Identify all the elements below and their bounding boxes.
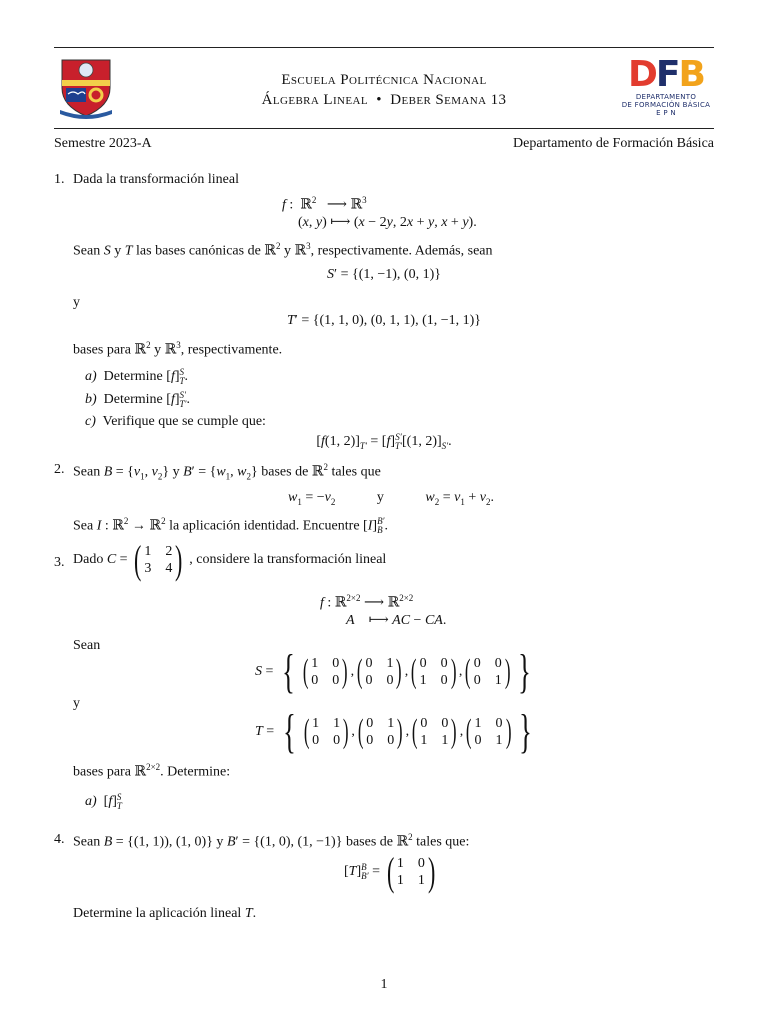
problem-1-number: 1. [54,172,65,187]
p1-item-a-label: a) [85,369,97,385]
p2-intro-end2: tales que [331,464,381,480]
p3-item-a-label: a) [85,794,97,810]
p1-verify-eq: [f(1, $2)]_{T'} = [f]$ S′ T′ [(1, $2)]_{S'}$. [316,432,452,452]
p1-tprime: T′ = {(1, 1, 0), (0, 1, 1), (1, −1, 1)} [286,313,482,328]
bullet: • [376,92,382,108]
p3-map-line2: A ⟼ AC − CA. [346,613,447,628]
problem-2-intro: Sean $B = \{v_1$, $v_2$} y $B' = \{w_1$, $w_2$} bases de ℝ$^2$ tales que [73,462,381,482]
p2-equations: $w_1 = -v_2$ y $w_2 = v_1 + v_2$. [288,490,494,507]
dfb-logo: DFB DEPARTAMENTO DE FORMACIÓN BÁSICA E P N [621,54,711,117]
p3-bases: bases para ℝ$^{2\times 2}$. Determine: [73,762,231,780]
p3-bases-end: . Determine: [160,764,231,780]
top-rule [54,47,714,48]
dfb-logo-line1: DEPARTAMENTO [635,93,697,101]
problem-3-intro: Dado C = ( 1 2 3 4 ) , considere la transformación lineal [73,537,387,582]
department: Departamento de Formación Básica [513,136,714,151]
p4-intro-end: bases de [345,834,393,850]
p2-line3-text: la aplicación identidad. Encuentre [169,518,360,534]
p1-item-c [85,414,266,430]
p4-matrix-eq: [ T ] B B′ = ( 1 0 1 1 ) [344,849,436,894]
p3-map-line1: f : ℝ$^{2\times 2}$ ⟶ ℝ$^{2\times 2}$ [320,593,414,611]
p3-sean: Sean [73,638,101,653]
p3-basis-t: T = { ( 1 1 0 0 ) , ( 0 1 0 0 ) , ( 0 0 1 1 ) , ( 1 0 0 1 ) } [255,705,532,758]
p1-sprime: S′ = {(1, −1), (0, 1)} [327,267,441,282]
p1-bases-text-end: , respectivamente. [180,342,283,358]
problem-3-number: 3. [54,555,65,570]
p2-line3: Sea I : ℝ$^2$ → ℝ$^2$ la aplicación identidad. Encuentre [I] B′ B . [73,516,389,536]
p1-item-b-text: Determine [103,392,163,408]
matrix-c: ( 1 2 3 4 ) [134,537,183,582]
p1-map-line2: (x, y) ⟼ (x − 2y, 2x + y, x + y). [298,215,477,230]
p1-item-c-text: Verifique que se cumple que: [102,414,266,429]
p1-item-b: b) Determine [f] S′ T′ . [85,390,190,409]
p3-item-a: a) [f] S T [85,792,122,811]
dfb-logo-line3: E P N [656,109,676,117]
semester: Semestre 2023-A [54,136,152,151]
p1-item-a: a) Determine [f] S T . [85,367,189,386]
p4-final-text: Determine la aplicación lineal [73,906,242,921]
course-title: Álgebra Lineal [261,92,368,108]
p1-sentence2-end: , respectivamente. Además, sean [310,243,493,259]
p3-intro-end: , considere la transformación lineal [189,552,387,568]
p3-basis-s: S = { ( 1 0 0 0 ) , ( 0 1 0 0 ) , ( 0 0 1 0 ) , ( 0 0 0 1 ) } [255,645,531,698]
p1-map-line1: f : ℝ$^2$ ⟶ ℝ$^3$ [282,195,367,213]
dfb-logo-line2: DE FORMACIÓN BÁSICA [621,101,711,109]
p4-final: Determine la aplicación lineal T. [73,906,257,921]
p2-y: y [376,490,384,505]
problem-2-number: 2. [54,462,65,477]
p3-y: y [73,696,80,711]
p1-item-b-label: b) [85,392,97,408]
header-rule [54,128,714,129]
p3-dado: Dado [73,552,104,568]
institution-title: Escuela Politécnica Nacional [281,72,487,88]
assignment-title: Deber Semana 13 [390,92,507,108]
problem-4-number: 4. [54,832,65,847]
p4-intro-end2: tales que: [416,834,470,850]
page-number: 1 [380,977,388,992]
p2-intro-end: bases de [261,464,309,480]
p1-y: y [73,295,80,310]
course-line [0,92,768,109]
p1-bases-text: bases para ℝ$^2$ y ℝ$^3$, respectivamente. [73,340,283,358]
problem-4-intro: Sean B = {(1, 1)), (1, 0)} y B′ = {(1, 0), (1, −1)} bases de ℝ$^2$ tales que: [73,832,470,850]
problem-1-intro: Dada la transformación lineal [73,172,239,187]
p1-item-a-text: Determine [103,369,163,385]
p1-item-c-label: c) [85,414,96,429]
p1-sentence2: Sean S y T las bases canónicas de ℝ$^2$ y ℝ$^3$, respectivamente. Además, sean [73,241,493,259]
